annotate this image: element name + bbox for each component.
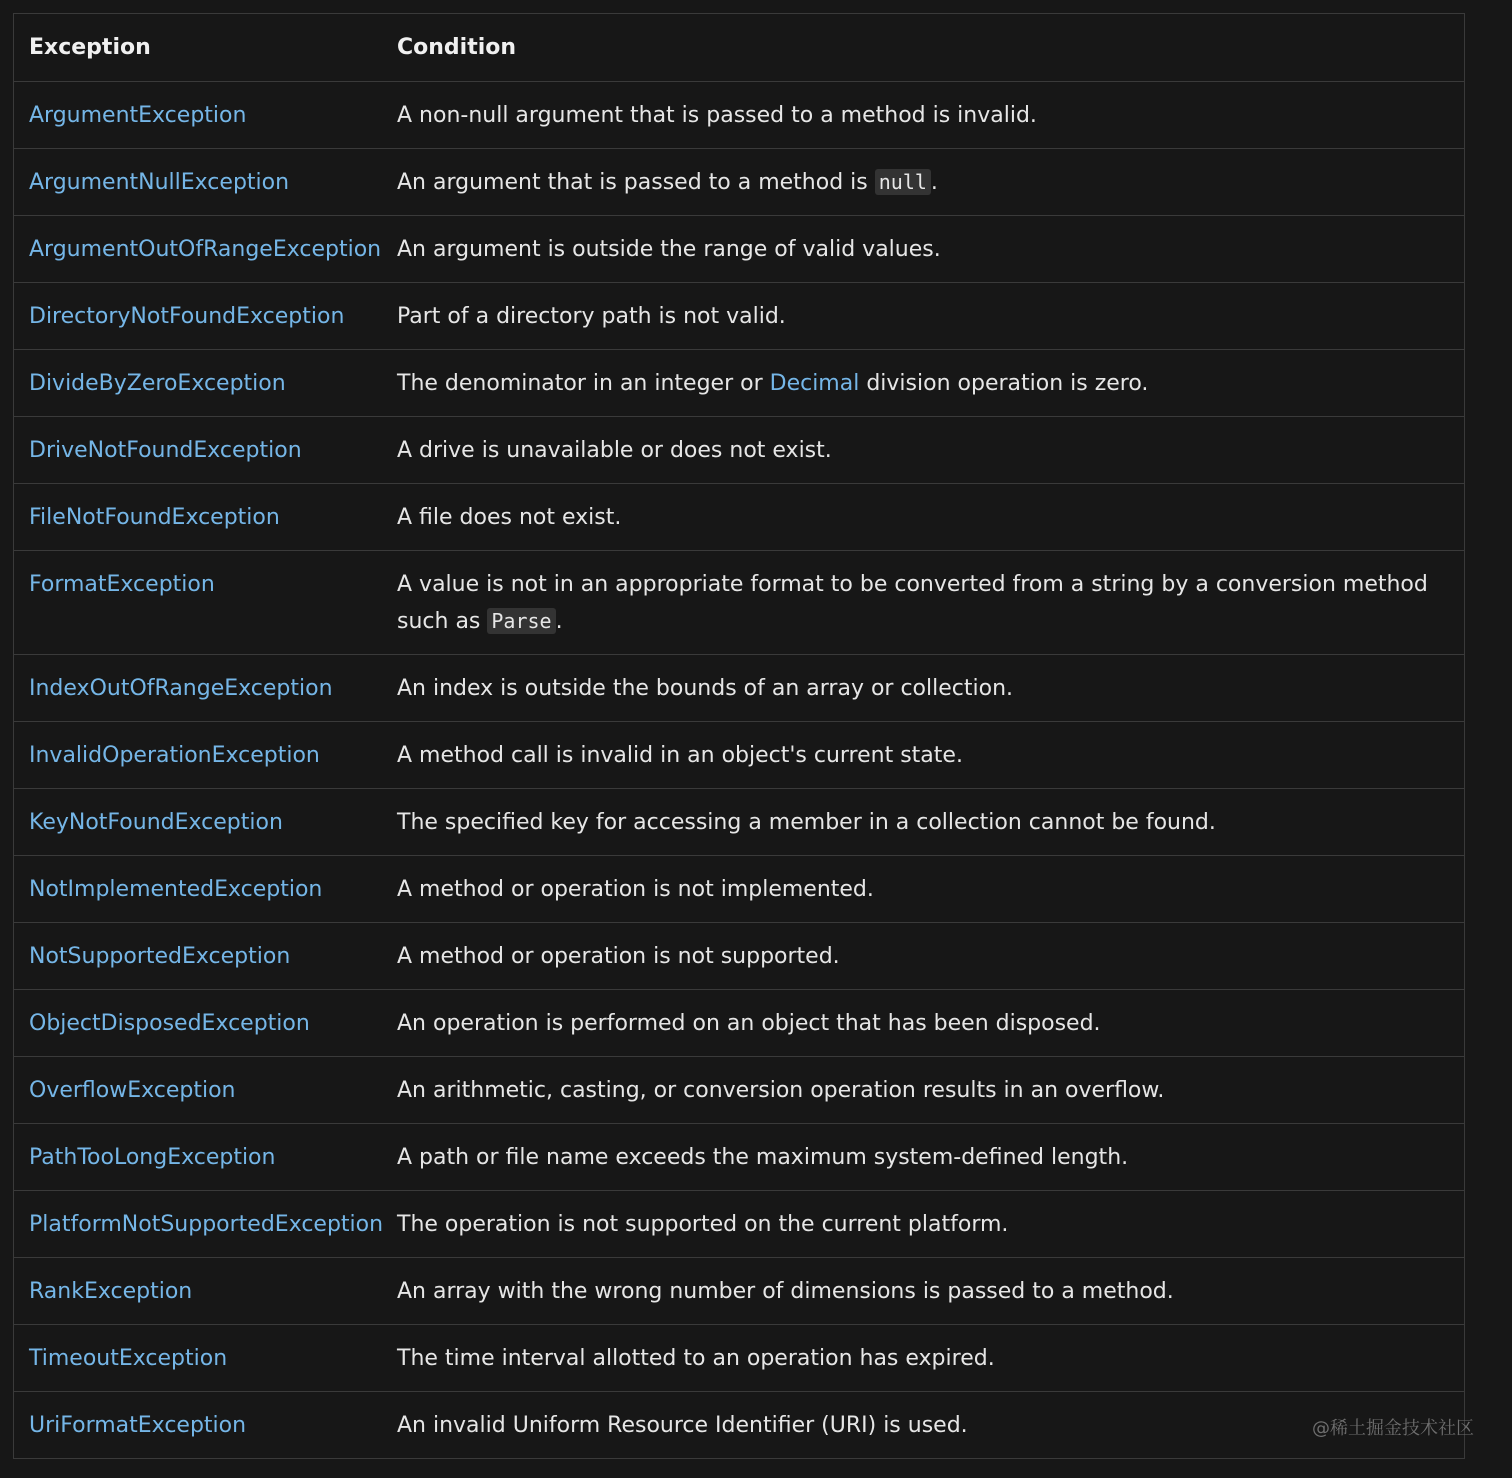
condition-text: A value is not in an appropriate format to be converted from a string by a conversion method such as — [397, 572, 1428, 634]
condition-cell — [397, 484, 1464, 550]
condition-cell — [397, 1392, 1464, 1458]
table-body — [14, 81, 1464, 1458]
condition-cell — [397, 1191, 1464, 1257]
table-row — [14, 1391, 1464, 1458]
condition-text: A file does not exist. — [397, 505, 622, 530]
condition-cell — [397, 789, 1464, 855]
table-row — [14, 922, 1464, 989]
exception-link[interactable]: InvalidOperationException — [29, 743, 320, 768]
exception-cell — [14, 1191, 397, 1257]
condition-text: The specified key for accessing a member in a collection cannot be found. — [397, 810, 1216, 835]
condition-cell — [397, 856, 1464, 922]
exception-cell — [14, 484, 397, 550]
condition-cell — [397, 149, 1464, 215]
exception-link[interactable]: PathTooLongException — [29, 1145, 276, 1170]
condition-text: The denominator in an integer or — [397, 371, 770, 396]
table-row — [14, 1123, 1464, 1190]
condition-text: A drive is unavailable or does not exist. — [397, 438, 832, 463]
header-exception: Exception — [29, 35, 151, 60]
table-row — [14, 855, 1464, 922]
table-row — [14, 349, 1464, 416]
exception-link[interactable]: DriveNotFoundException — [29, 438, 302, 463]
condition-cell — [397, 283, 1464, 349]
exception-cell — [14, 722, 397, 788]
table-row — [14, 1056, 1464, 1123]
table-row — [14, 148, 1464, 215]
condition-cell — [397, 1258, 1464, 1324]
condition-cell — [397, 655, 1464, 721]
exception-link[interactable]: OverflowException — [29, 1078, 236, 1103]
condition-cell — [397, 722, 1464, 788]
condition-cell — [397, 216, 1464, 282]
condition-text: . — [930, 170, 938, 195]
exception-cell — [14, 283, 397, 349]
exception-link[interactable]: NotSupportedException — [29, 944, 291, 969]
condition-text: A path or file name exceeds the maximum system-defined length. — [397, 1145, 1129, 1170]
exception-link[interactable]: ArgumentNullException — [29, 170, 290, 195]
exception-link[interactable]: UriFormatException — [29, 1413, 247, 1438]
table-row — [14, 989, 1464, 1056]
exception-link[interactable]: NotImplementedException — [29, 877, 323, 902]
table-row — [14, 1257, 1464, 1324]
condition-text: A method or operation is not implemented. — [397, 877, 874, 902]
exception-link[interactable]: FormatException — [29, 572, 215, 597]
condition-text: An argument that is passed to a method is — [397, 170, 875, 195]
exception-cell — [14, 655, 397, 721]
exception-cell — [14, 1258, 397, 1324]
condition-text: An operation is performed on an object that has been disposed. — [397, 1011, 1101, 1036]
condition-cell — [397, 551, 1464, 654]
exception-link[interactable]: IndexOutOfRangeException — [29, 676, 333, 701]
table-row — [14, 215, 1464, 282]
exception-link[interactable]: RankException — [29, 1279, 193, 1304]
table-row — [14, 788, 1464, 855]
inline-code: null — [875, 169, 931, 195]
table-row — [14, 282, 1464, 349]
exception-cell — [14, 82, 397, 148]
condition-text: . — [555, 609, 563, 634]
table-row — [14, 654, 1464, 721]
table-row — [14, 416, 1464, 483]
exception-cell — [14, 1057, 397, 1123]
table-header-row — [14, 14, 1464, 81]
exception-link[interactable]: ObjectDisposedException — [29, 1011, 310, 1036]
exception-cell — [14, 923, 397, 989]
table-row — [14, 483, 1464, 550]
exception-link[interactable]: DirectoryNotFoundException — [29, 304, 345, 329]
exception-cell — [14, 1325, 397, 1391]
exceptions-table — [13, 13, 1465, 1459]
exception-link[interactable]: ArgumentOutOfRangeException — [29, 237, 382, 262]
inline-link[interactable]: Decimal — [769, 371, 860, 396]
condition-text: A non-null argument that is passed to a method is invalid. — [397, 103, 1037, 128]
condition-cell — [397, 82, 1464, 148]
inline-code: Parse — [487, 608, 555, 634]
exception-cell — [14, 1124, 397, 1190]
exception-link[interactable]: TimeoutException — [29, 1346, 228, 1371]
condition-cell — [397, 1124, 1464, 1190]
condition-text: An index is outside the bounds of an array or collection. — [397, 676, 1013, 701]
condition-text: An invalid Uniform Resource Identifier (URI) is used. — [397, 1413, 968, 1438]
table-row — [14, 550, 1464, 654]
condition-text: A method call is invalid in an object's current state. — [397, 743, 963, 768]
condition-text: An array with the wrong number of dimensions is passed to a method. — [397, 1279, 1174, 1304]
condition-cell — [397, 417, 1464, 483]
condition-text: A method or operation is not supported. — [397, 944, 840, 969]
exception-link[interactable]: FileNotFoundException — [29, 505, 280, 530]
condition-text: The operation is not supported on the current platform. — [397, 1212, 1009, 1237]
condition-text: division operation is zero. — [859, 371, 1149, 396]
exception-cell — [14, 551, 397, 617]
condition-cell — [397, 990, 1464, 1056]
exception-link[interactable]: KeyNotFoundException — [29, 810, 283, 835]
exception-cell — [14, 789, 397, 855]
condition-cell — [397, 1057, 1464, 1123]
exception-cell — [14, 990, 397, 1056]
header-condition: Condition — [397, 35, 517, 60]
exception-link[interactable]: ArgumentException — [29, 103, 247, 128]
condition-text: The time interval allotted to an operation has expired. — [397, 1346, 995, 1371]
table-row — [14, 721, 1464, 788]
watermark: @稀土掘金技术社区 — [1312, 1418, 1474, 1439]
exception-cell — [14, 350, 397, 416]
condition-text: Part of a directory path is not valid. — [397, 304, 786, 329]
exception-cell — [14, 1392, 397, 1458]
exception-link[interactable]: DivideByZeroException — [29, 371, 286, 396]
table-row — [14, 1190, 1464, 1257]
exception-cell — [14, 149, 397, 215]
exception-cell — [14, 417, 397, 483]
condition-cell — [397, 1325, 1464, 1391]
exception-link[interactable]: PlatformNotSupportedException — [29, 1212, 384, 1237]
condition-cell — [397, 923, 1464, 989]
condition-cell — [397, 350, 1464, 416]
condition-text: An arithmetic, casting, or conversion operation results in an overflow. — [397, 1078, 1165, 1103]
table-row — [14, 1324, 1464, 1391]
condition-text: An argument is outside the range of valid values. — [397, 237, 941, 262]
table-row — [14, 81, 1464, 148]
exception-cell — [14, 216, 397, 282]
exception-cell — [14, 856, 397, 922]
